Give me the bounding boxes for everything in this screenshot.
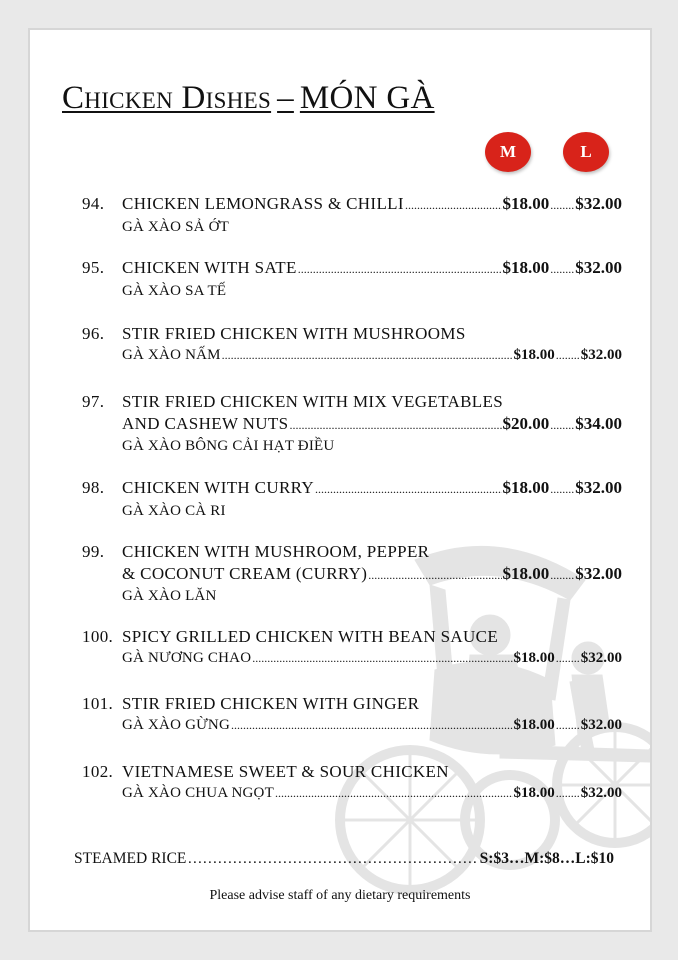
item-name-vietnamese: GÀ XÀO SẢ ỚT bbox=[122, 218, 229, 235]
menu-item bbox=[82, 193, 622, 238]
size-medium-badge: M bbox=[485, 132, 531, 172]
rice-prices: S:$3…M:$8…L:$10 bbox=[479, 850, 614, 867]
item-number: 97. bbox=[82, 392, 105, 411]
item-name-vietnamese: GÀ XÀO NẤM bbox=[122, 346, 221, 363]
size-large-badge: L bbox=[563, 132, 609, 172]
item-number: 102. bbox=[82, 762, 114, 781]
item-number: 95. bbox=[82, 258, 105, 277]
item-name: VIETNAMESE SWEET & SOUR CHICKEN bbox=[122, 762, 449, 781]
item-name-vietnamese: GÀ XÀO LĂN bbox=[122, 588, 217, 604]
item-name: STIR FRIED CHICKEN WITH GINGER bbox=[122, 694, 420, 713]
menu-item bbox=[82, 257, 622, 302]
menu-item bbox=[82, 626, 622, 669]
menu-item bbox=[82, 541, 622, 608]
price-medium: $18.00 bbox=[502, 194, 550, 213]
price-medium: $20.00 bbox=[502, 413, 550, 433]
price-large: $34.00 bbox=[575, 413, 622, 433]
price-medium: $18.00 bbox=[513, 716, 555, 733]
item-name: SPICY GRILLED CHICKEN WITH BEAN SAUCE bbox=[122, 627, 499, 646]
item-name: CHICKEN LEMONGRASS & CHILLI bbox=[122, 194, 404, 213]
menu-page bbox=[28, 28, 652, 932]
item-name: CHICKEN WITH CURRY bbox=[122, 478, 315, 497]
menu-item bbox=[82, 693, 622, 736]
rice-label: STEAMED RICE bbox=[74, 850, 187, 867]
dietary-note: Please advise staff of any dietary requirements bbox=[209, 888, 471, 903]
item-name-vietnamese: GÀ XÀO BÔNG CẢI HẠT ĐIỀU bbox=[122, 438, 335, 454]
page-title: Chicken Dishes – MÓN GÀ bbox=[62, 80, 435, 116]
price-medium: $18.00 bbox=[513, 649, 555, 666]
price-large: $32.00 bbox=[575, 258, 622, 277]
item-name-vietnamese: GÀ XÀO GỪNG bbox=[122, 716, 230, 733]
item-name: CHICKEN WITH SATE bbox=[122, 258, 297, 277]
item-number: 96. bbox=[82, 324, 105, 343]
price-large: $32.00 bbox=[575, 478, 622, 497]
price-large: $32.00 bbox=[580, 649, 622, 666]
item-name-vietnamese: GÀ XÀO CÀ RI bbox=[122, 502, 226, 519]
menu-item bbox=[82, 323, 622, 366]
item-name: STIR FRIED CHICKEN WITH MUSHROOMS bbox=[122, 324, 466, 343]
price-large: $32.00 bbox=[580, 716, 622, 733]
price-medium: $18.00 bbox=[502, 478, 550, 497]
item-name-vietnamese: GÀ XÀO SA TẾ bbox=[122, 282, 227, 299]
item-name: STIR FRIED CHICKEN WITH MIX VEGETABLES bbox=[122, 392, 504, 411]
item-number: 99. bbox=[82, 542, 105, 561]
price-medium: $18.00 bbox=[513, 784, 555, 801]
menu-item bbox=[82, 391, 622, 458]
price-large: $32.00 bbox=[580, 346, 622, 363]
price-medium: $18.00 bbox=[502, 563, 550, 583]
item-number: 100. bbox=[82, 627, 114, 646]
item-name-vietnamese: GÀ XÀO CHUA NGỌT bbox=[122, 784, 274, 801]
item-name-vietnamese: GÀ NƯƠNG CHAO bbox=[122, 649, 252, 666]
item-number: 101. bbox=[82, 694, 114, 713]
item-name: & COCONUT CREAM (CURRY) bbox=[122, 563, 368, 583]
item-number: 98. bbox=[82, 478, 105, 497]
steamed-rice-line bbox=[74, 850, 614, 868]
item-name: CHICKEN WITH MUSHROOM, PEPPER bbox=[122, 542, 430, 561]
item-number: 94. bbox=[82, 194, 105, 213]
price-large: $32.00 bbox=[580, 784, 622, 801]
menu-item bbox=[82, 761, 622, 804]
price-medium: $18.00 bbox=[502, 258, 550, 277]
price-medium: $18.00 bbox=[513, 346, 555, 363]
price-large: $32.00 bbox=[575, 563, 622, 583]
item-name: AND CASHEW NUTS bbox=[122, 413, 289, 433]
menu-item bbox=[82, 477, 622, 522]
price-large: $32.00 bbox=[575, 194, 622, 213]
